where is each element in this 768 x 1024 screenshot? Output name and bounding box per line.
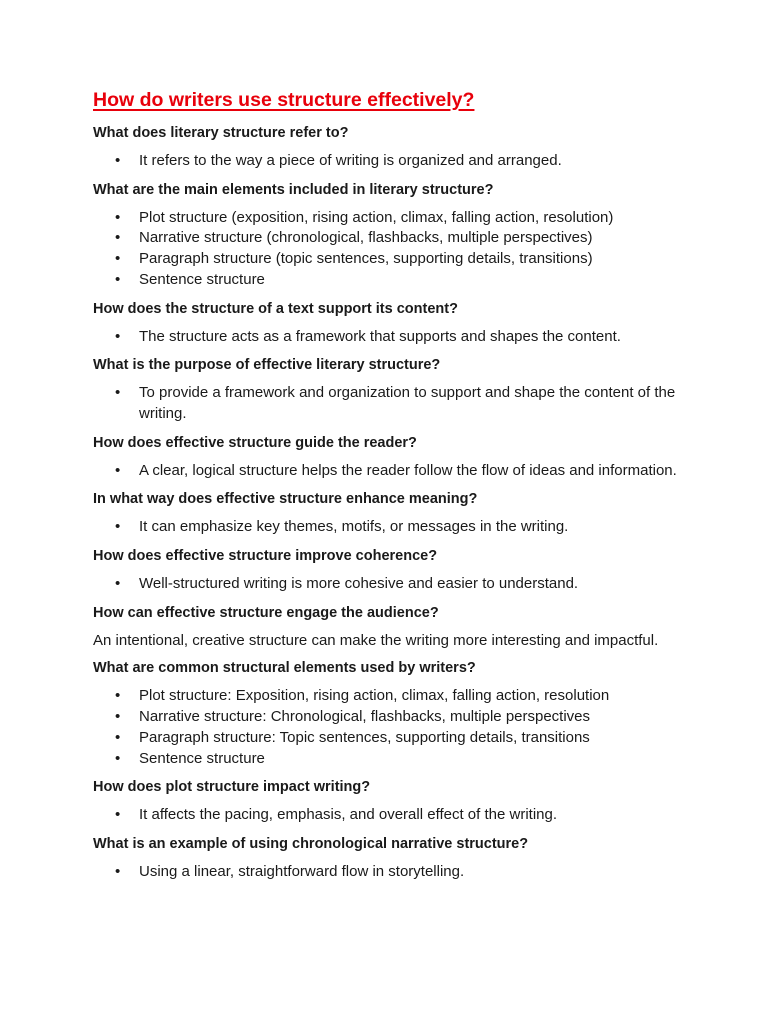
list-item (93, 805, 683, 826)
bullet-icon: • (115, 327, 121, 345)
bullet-icon: • (115, 208, 121, 226)
qa-section (93, 489, 683, 538)
list-item-text: It refers to the way a piece of writing is organized and arranged. (139, 152, 562, 169)
question-heading: How does the structure of a text support its content? (93, 300, 458, 317)
list-item (93, 327, 683, 348)
qa-section (93, 299, 683, 348)
question-heading: How does effective structure improve coherence? (93, 548, 438, 565)
qa-section (93, 433, 683, 482)
qa-section (93, 355, 683, 424)
bullet-icon: • (115, 229, 121, 247)
question-heading: How does plot structure impact writing? (93, 779, 371, 796)
list-item (93, 728, 683, 749)
list-item (93, 208, 683, 229)
list-item (93, 749, 683, 770)
list-item-text: Narrative structure: Chronological, flashbacks, multiple perspectives (139, 708, 591, 726)
list-item (93, 249, 683, 270)
bullet-icon: • (115, 728, 121, 746)
list-item-text: Using a linear, straightforward flow in storytelling. (139, 862, 465, 880)
list-item-text: Well-structured writing is more cohesive and easier to understand. (139, 575, 579, 593)
bullet-icon: • (115, 806, 121, 824)
list-item-text: To provide a framework and organization to support and shape the content of the writing. (139, 384, 676, 422)
answer-list (93, 461, 683, 482)
list-item (93, 228, 683, 249)
qa-section (93, 546, 683, 595)
list-item-text: Narrative structure (chronological, flashbacks, multiple perspectives) (139, 229, 593, 247)
list-item (93, 862, 683, 883)
bullet-icon: • (115, 687, 121, 705)
list-item-text: It can emphasize key themes, motifs, or messages in the writing. (139, 518, 569, 536)
bullet-icon: • (115, 384, 121, 402)
answer-list (93, 574, 683, 595)
bullet-icon: • (115, 749, 121, 767)
answer-list (93, 517, 683, 538)
answer-list (93, 805, 683, 826)
answer-paragraph: An intentional, creative structure can make the writing more interesting and impactful. (93, 631, 659, 649)
list-item-text: Paragraph structure: Topic sentences, supporting details, transitions (139, 728, 590, 746)
bullet-icon: • (115, 575, 121, 593)
qa-section (93, 123, 683, 172)
question-heading: What is the purpose of effective literary structure? (93, 357, 441, 374)
qa-section (93, 834, 683, 883)
question-heading: What are the main elements included in literary structure? (93, 181, 494, 198)
answer-list (93, 151, 683, 172)
list-item (93, 461, 683, 482)
bullet-icon: • (115, 152, 121, 169)
list-item-text: It affects the pacing, emphasis, and overall effect of the writing. (139, 806, 558, 824)
bullet-icon: • (115, 518, 121, 536)
list-item (93, 517, 683, 538)
list-item-text: The structure acts as a framework that supports and shapes the content. (139, 327, 621, 345)
list-item (93, 574, 683, 595)
bullet-icon: • (115, 250, 121, 268)
list-item-text: A clear, logical structure helps the reader follow the flow of ideas and information. (139, 461, 677, 479)
bullet-icon: • (115, 461, 121, 479)
list-item (93, 151, 683, 172)
answer-list (93, 862, 683, 883)
qa-section (93, 658, 683, 769)
qa-section (93, 777, 683, 826)
bullet-icon: • (115, 862, 121, 880)
list-item (93, 270, 683, 291)
document-page (93, 88, 683, 891)
question-heading: How does effective structure guide the reader? (93, 434, 417, 451)
answer-list (93, 383, 683, 424)
list-item (93, 707, 683, 728)
question-heading: What are common structural elements used by writers? (93, 660, 476, 677)
answer-list (93, 686, 683, 769)
list-item-text: Plot structure (exposition, rising action, climax, falling action, resolution) (139, 208, 614, 226)
list-item (93, 383, 683, 424)
question-heading: In what way does effective structure enhance meaning? (93, 491, 478, 508)
qa-section (93, 603, 683, 652)
qa-section (93, 180, 683, 291)
page-title: How do writers use structure effectively? (93, 89, 475, 111)
list-item (93, 686, 683, 707)
list-item-text: Plot structure: Exposition, rising action, climax, falling action, resolution (139, 687, 610, 705)
bullet-icon: • (115, 270, 121, 288)
question-heading: What is an example of using chronological narrative structure? (93, 835, 529, 852)
list-item-text: Sentence structure (139, 749, 265, 767)
bullet-icon: • (115, 708, 121, 726)
question-heading: What does literary structure refer to? (93, 125, 349, 141)
answer-list (93, 208, 683, 291)
question-heading: How can effective structure engage the audience? (93, 604, 439, 621)
list-item-text: Sentence structure (139, 270, 265, 288)
list-item-text: Paragraph structure (topic sentences, supporting details, transitions) (139, 250, 593, 268)
answer-list (93, 327, 683, 348)
